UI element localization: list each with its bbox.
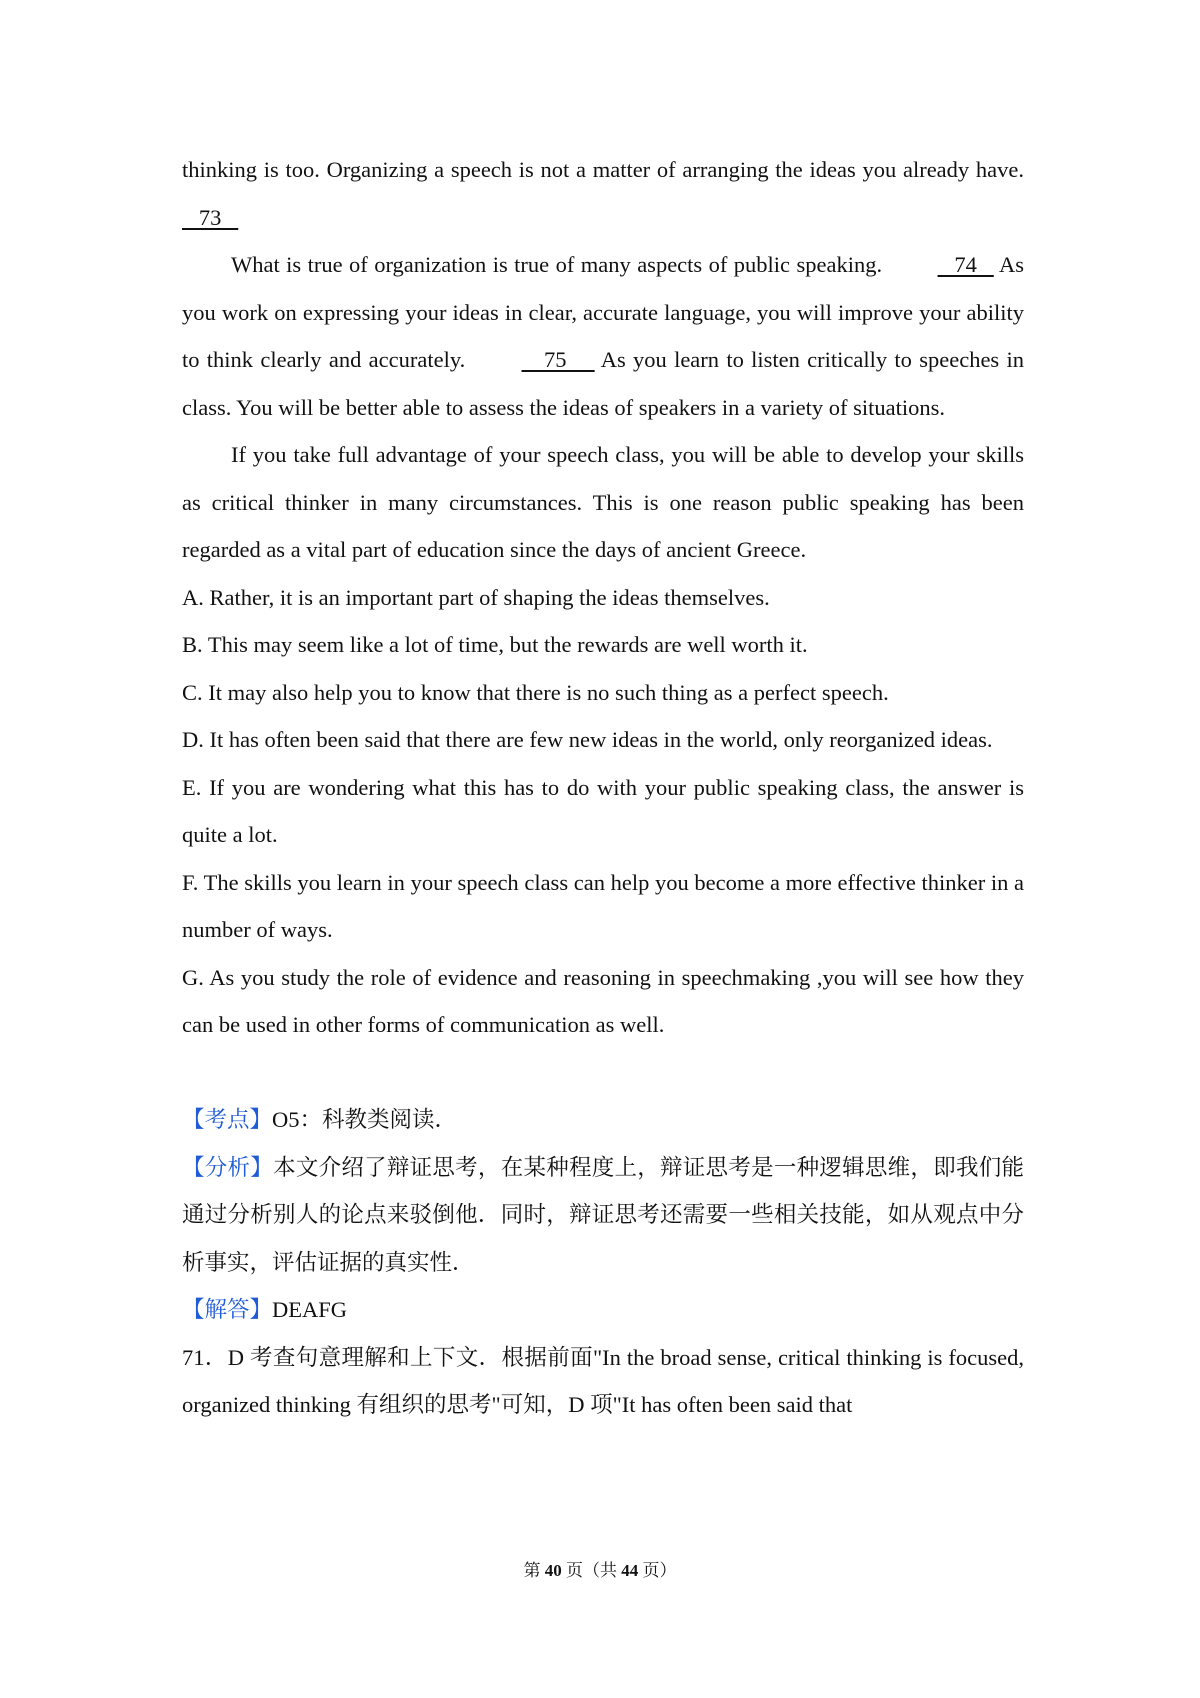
passage-text: As you learn to listen critically to speeches in class. You will be better able to assess the ideas of speakers in a variety of situations.: [182, 347, 1024, 420]
fenxi-paragraph: [182, 1144, 1024, 1287]
passage-paragraph-2: [182, 241, 1024, 431]
jieda-label: 【解答】: [182, 1297, 273, 1322]
passage-text: thinking is too. Organizing a speech is not a matter of arranging the ideas you already have.: [182, 157, 1024, 182]
footer-middle: 页（共: [561, 1561, 622, 1580]
section-spacer: [182, 1049, 1024, 1097]
option-b: B. This may seem like a lot of time, but the rewards are well worth it.: [182, 632, 808, 657]
footer-prefix: 第: [523, 1561, 545, 1580]
blank-75: 75: [521, 347, 595, 372]
option-c: C. It may also help you to know that there is no such thing as a perfect speech.: [182, 679, 889, 705]
page-total: 44: [621, 1561, 639, 1580]
document-body: [182, 146, 1024, 1429]
passage-text: What is true of organization is true of many aspects of public speaking.: [231, 252, 889, 277]
option-g: G. As you study the role of evidence and reasoning in speechmaking ,you will see how they can be used in other forms of communication as well.: [182, 964, 1024, 1037]
kaodian-line: [182, 1096, 1024, 1144]
passage-paragraph-3: If you take full advantage of your speech class, you will be able to develop your skills as critical thinker in many circumstances. This is one reason public speaking has been regarded as a vital part of education since the days of ancient Greece.: [182, 442, 1024, 562]
passage-paragraph-1: [182, 146, 1024, 241]
passage-text: As you work on expressing your ideas in clear, accurate language, you will improve your ability to think clearly and accurately.: [182, 252, 1024, 372]
footer-suffix: 页）: [638, 1561, 677, 1580]
question-71-explanation: 71．D 考查句意理解和上下文．根据前面"In the broad sense, critical thinking is focused, organized thinking 有组织的思考"可知，D 项"It has often been said that: [182, 1344, 1024, 1417]
blank-73: 73: [182, 204, 239, 230]
page-footer: [0, 1556, 1200, 1581]
kaodian-text: O5：科教类阅读．: [272, 1107, 458, 1132]
kaodian-label: 【考点】: [182, 1107, 273, 1132]
fenxi-label: 【分析】: [182, 1154, 274, 1180]
option-e: E. If you are wondering what this has to do with your public speaking class, the answer is quite a lot.: [182, 774, 1024, 847]
option-f: F. The skills you learn in your speech class can help you become a more effective thinker in a number of ways.: [182, 869, 1024, 942]
jieda-text: DEAFG: [272, 1297, 348, 1322]
blank-74: 74: [937, 252, 994, 277]
fenxi-text: 本文介绍了辩证思考，在某种程度上，辩证思考是一种逻辑思维，即我们能通过分析别人的论点来驳倒他．同时，辩证思考还需要一些相关技能，如从观点中分析事实，评估证据的真实性．: [182, 1154, 1024, 1275]
option-a: A. Rather, it is an important part of shaping the ideas themselves.: [182, 584, 770, 610]
option-d: D. It has often been said that there are few new ideas in the world, only reorganized ideas.: [182, 727, 993, 752]
jieda-line: [182, 1286, 1024, 1334]
page-number: 40: [544, 1561, 562, 1580]
